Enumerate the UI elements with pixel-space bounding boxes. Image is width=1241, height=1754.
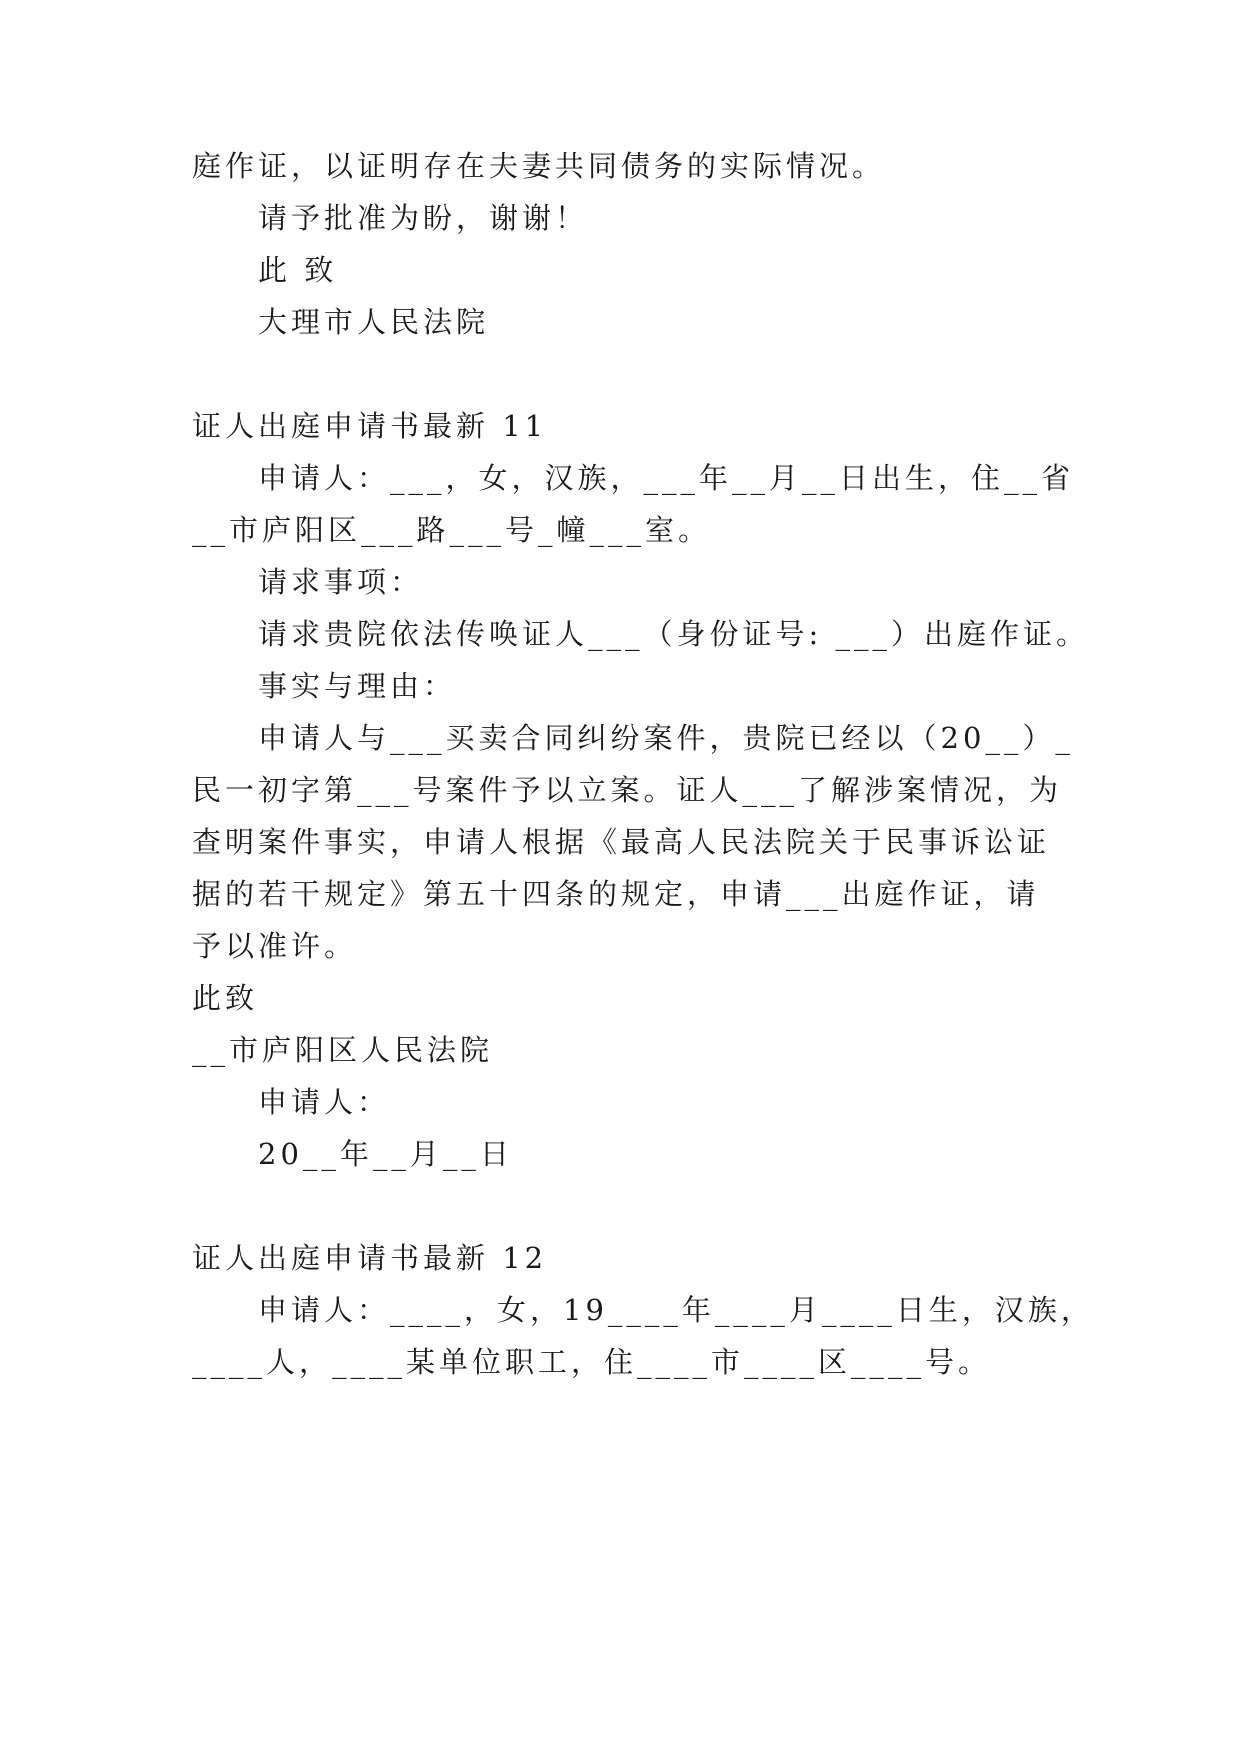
date-line: 20__年__月__日 (258, 1137, 513, 1171)
closing-salutation: 此致 (192, 981, 259, 1015)
paragraph-line: 庭作证，以证明存在夫妻共同债务的实际情况。 (192, 149, 886, 183)
closing-salutation: 此 致 (258, 253, 338, 287)
applicant-line-1: 申请人：___，女，汉族，___年__月__日出生，住__省 (258, 461, 1075, 495)
facts-line-3: 查明案件事实，申请人根据《最高人民法院关于民事诉讼证 (192, 825, 1051, 859)
request-approval-line: 请予批准为盼，谢谢！ (258, 201, 589, 235)
request-text: 请求贵院依法传唤证人___（身份证号: ___）出庭作证。 (258, 617, 1089, 651)
facts-heading: 事实与理由： (258, 669, 457, 703)
facts-line-1: 申请人与___买卖合同纠纷案件，贵院已经以（20__）_ (258, 721, 1074, 755)
court-name: 大理市人民法院 (258, 305, 490, 339)
signature-label: 申请人： (258, 1085, 391, 1119)
section-title-11: 证人出庭申请书最新 11 (192, 409, 548, 443)
court-name: __市庐阳区人民法院 (192, 1033, 494, 1067)
request-heading: 请求事项： (258, 565, 424, 599)
applicant-line-1: 申请人：____，女，19____年____月____日生，汉族， (258, 1293, 1094, 1327)
facts-line-5: 予以准许。 (192, 929, 358, 963)
facts-line-4: 据的若干规定》第五十四条的规定，申请___出庭作证，请 (192, 877, 1040, 911)
section-title-12: 证人出庭申请书最新 12 (192, 1241, 548, 1275)
applicant-line-2: __市庐阳区___路___号_幢___室。 (192, 513, 712, 547)
applicant-line-2: ____人，____某单位职工，住____市____区____号。 (192, 1345, 992, 1379)
facts-line-2: 民一初字第___号案件予以立案。证人___了解涉案情况，为 (192, 773, 1063, 807)
